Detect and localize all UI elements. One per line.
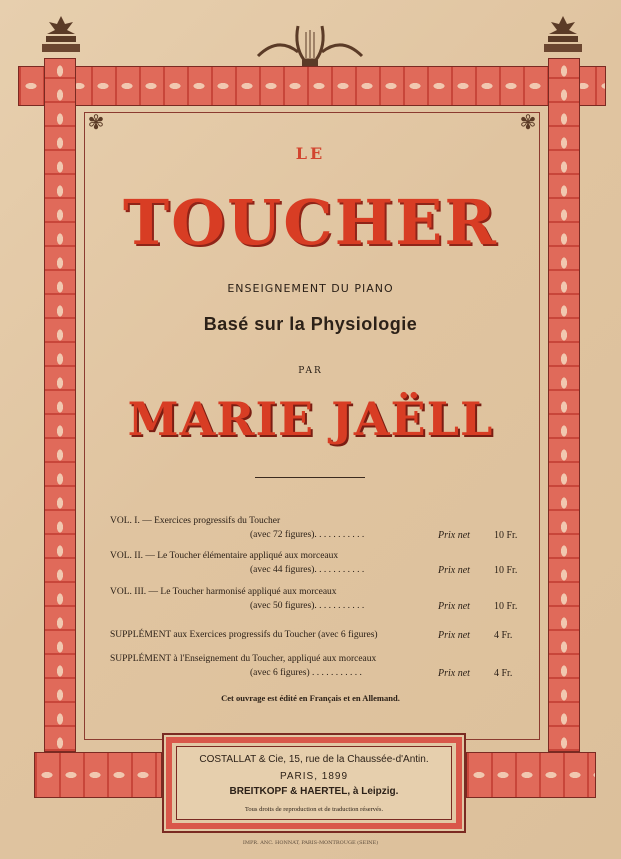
- subtitle-line2: Basé sur la Physiologie: [203, 314, 418, 334]
- volume-2-prix: Prix net: [438, 565, 470, 576]
- supplement-2-detail: (avec 6 figures) . . . . . . . . . . .: [250, 668, 362, 678]
- divider: [255, 477, 365, 478]
- publisher-line3: BREITKOPF & HAERTEL, à Leipzig.: [229, 786, 399, 797]
- publisher-line2: PARIS, 1899: [279, 771, 349, 782]
- bottom-right-border-band: [466, 752, 596, 798]
- rights-notice: Tous droits de reproduction et de traduction réservés.: [244, 806, 384, 813]
- corner-scroll-icon: ✾: [519, 110, 537, 134]
- author-prefix: PAR: [298, 366, 323, 376]
- page-title: TOUCHER: [123, 186, 498, 259]
- supplement-1-prix: Prix net: [438, 630, 470, 641]
- supplement-2-title: SUPPLÉMENT à l'Enseignement du Toucher, appliqué aux morceaux: [110, 654, 377, 664]
- bottom-left-border-band: [34, 752, 162, 798]
- volume-2-detail: (avec 44 figures). . . . . . . . . . .: [250, 565, 365, 575]
- volume-3-title: VOL. III. — Le Toucher harmonisé appliqué aux morceaux: [110, 587, 337, 597]
- volume-3-amount: 10 Fr.: [494, 601, 518, 612]
- author-name: MARIE JAËLL: [127, 392, 494, 446]
- volume-2-title: VOL. II. — Le Toucher élémentaire appliqué aux morceaux: [110, 551, 339, 561]
- volume-1-prix: Prix net: [438, 530, 470, 541]
- supplement-2-amount: 4 Fr.: [494, 668, 513, 679]
- title-prefix: LE: [295, 144, 326, 163]
- column-finial-icon: [540, 14, 586, 63]
- supplement-1-amount: 4 Fr.: [494, 630, 513, 641]
- edition-note: Cet ouvrage est édité en Français et en Allemand.: [221, 693, 400, 703]
- publisher-line1: COSTALLAT & Cie, 15, rue de la Chaussée-d'Antin.: [199, 754, 429, 765]
- supplement-1-title: SUPPLÉMENT aux Exercices progressifs du Toucher (avec 6 figures): [110, 630, 378, 640]
- volume-1-title: VOL. I. — Exercices progressifs du Toucher: [110, 516, 281, 526]
- volume-3-prix: Prix net: [438, 601, 470, 612]
- column-finial-icon: [38, 14, 84, 63]
- subtitle-line1: ENSEIGNEMENT DU PIANO: [227, 282, 394, 295]
- supplement-2-prix: Prix net: [438, 668, 470, 679]
- lyre-icon: [248, 16, 372, 75]
- volume-3-detail: (avec 50 figures). . . . . . . . . . .: [250, 601, 365, 611]
- volume-1-detail: (avec 72 figures). . . . . . . . . . .: [250, 530, 365, 540]
- volume-2-amount: 10 Fr.: [494, 565, 518, 576]
- corner-scroll-icon: ✾: [87, 110, 105, 134]
- volume-1-amount: 10 Fr.: [494, 530, 518, 541]
- printer-imprint: IMPR. ANC. HONNAT, PARIS-MONTROUGE (SEINE): [242, 840, 379, 846]
